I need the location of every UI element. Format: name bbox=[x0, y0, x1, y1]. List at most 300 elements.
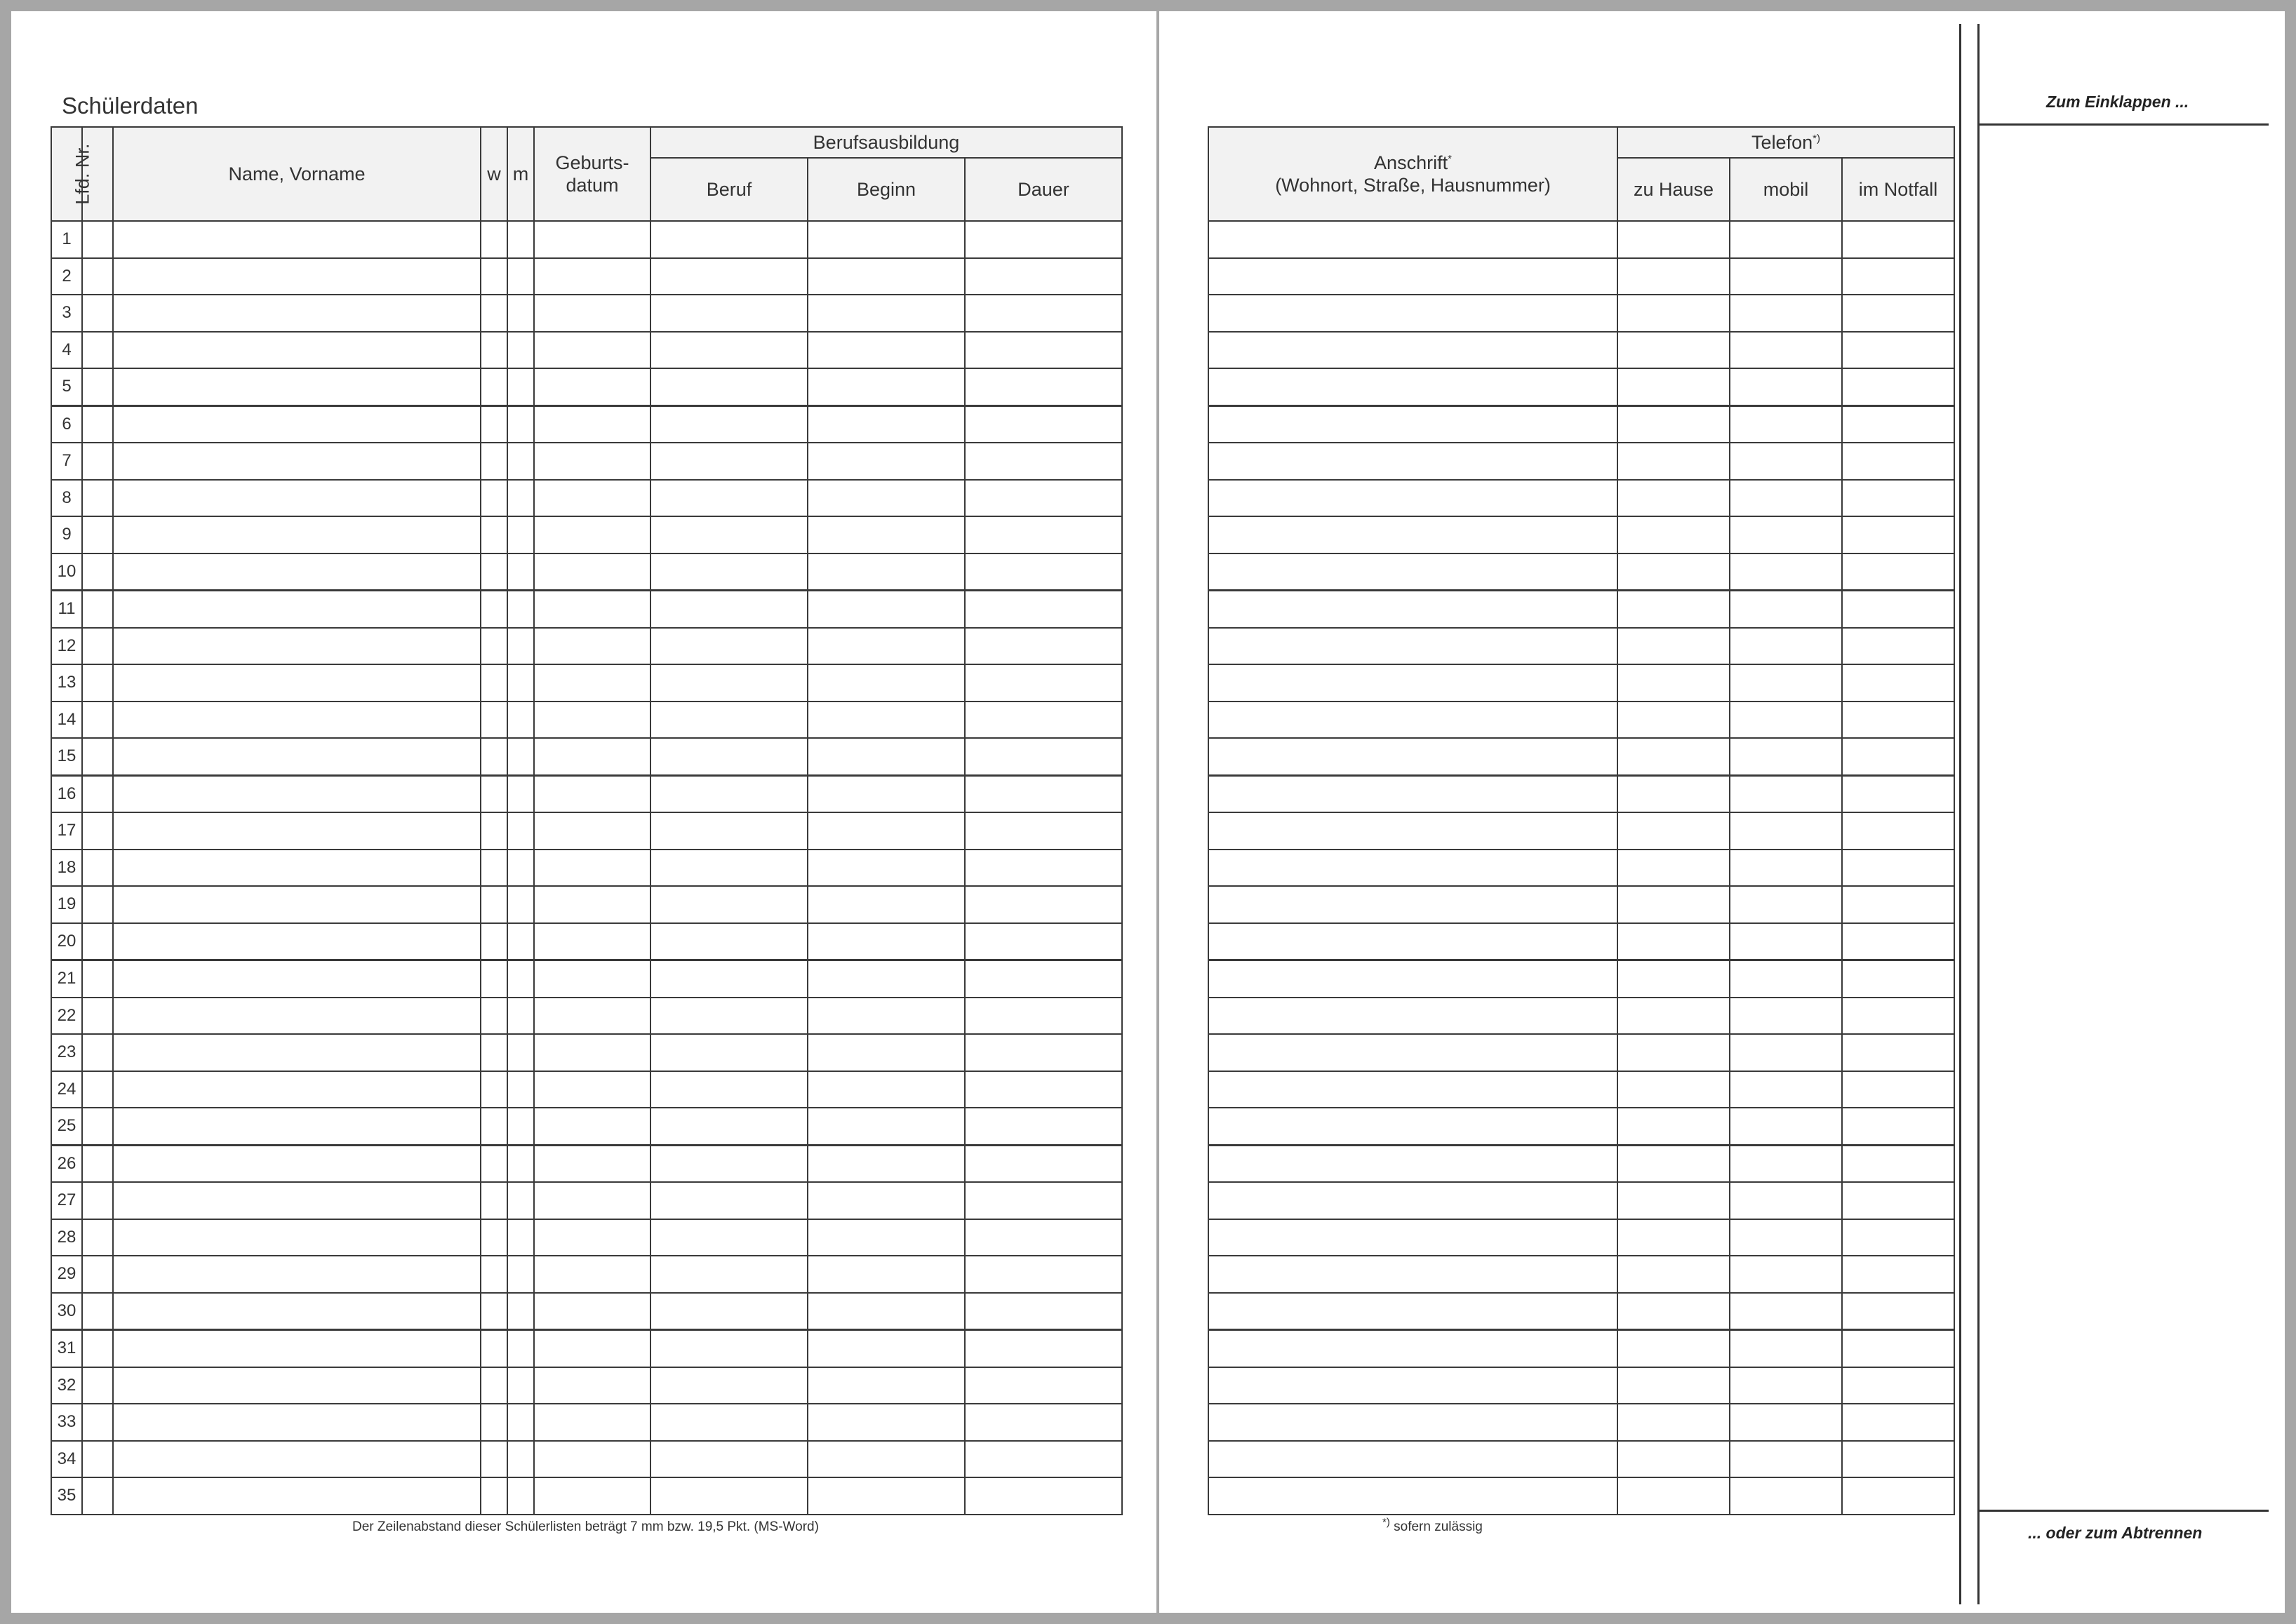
entry-cell[interactable] bbox=[113, 516, 481, 553]
entry-cell[interactable] bbox=[1730, 221, 1842, 258]
entry-cell[interactable] bbox=[965, 1441, 1122, 1478]
entry-cell[interactable] bbox=[82, 1219, 113, 1256]
entry-cell[interactable] bbox=[808, 443, 965, 480]
entry-cell[interactable] bbox=[507, 664, 534, 702]
entry-cell[interactable] bbox=[113, 443, 481, 480]
entry-cell[interactable] bbox=[82, 702, 113, 739]
entry-cell[interactable] bbox=[1617, 702, 1730, 739]
entry-cell[interactable] bbox=[650, 628, 808, 665]
entry-cell[interactable] bbox=[1842, 591, 1954, 628]
entry-cell[interactable] bbox=[82, 591, 113, 628]
entry-cell[interactable] bbox=[82, 332, 113, 369]
entry-cell[interactable] bbox=[1617, 368, 1730, 405]
entry-cell[interactable] bbox=[1842, 775, 1954, 812]
entry-cell[interactable] bbox=[965, 1034, 1122, 1071]
entry-cell[interactable] bbox=[507, 1034, 534, 1071]
entry-cell[interactable] bbox=[808, 368, 965, 405]
entry-cell[interactable] bbox=[965, 332, 1122, 369]
entry-cell[interactable] bbox=[534, 1477, 650, 1515]
entry-cell[interactable] bbox=[481, 516, 507, 553]
entry-cell[interactable] bbox=[808, 702, 965, 739]
entry-cell[interactable] bbox=[808, 1071, 965, 1108]
entry-cell[interactable] bbox=[481, 1182, 507, 1219]
entry-cell[interactable] bbox=[808, 1108, 965, 1145]
entry-cell[interactable] bbox=[1842, 998, 1954, 1035]
entry-cell[interactable] bbox=[113, 1219, 481, 1256]
entry-cell[interactable] bbox=[481, 553, 507, 591]
entry-cell[interactable] bbox=[1730, 405, 1842, 443]
entry-cell[interactable] bbox=[113, 664, 481, 702]
entry-cell[interactable] bbox=[481, 1034, 507, 1071]
entry-cell[interactable] bbox=[1842, 1108, 1954, 1145]
entry-cell[interactable] bbox=[534, 775, 650, 812]
entry-cell[interactable] bbox=[534, 702, 650, 739]
entry-cell[interactable] bbox=[1617, 1477, 1730, 1515]
entry-cell[interactable] bbox=[1842, 850, 1954, 887]
entry-cell[interactable] bbox=[1842, 960, 1954, 998]
entry-cell[interactable] bbox=[1208, 405, 1617, 443]
entry-cell[interactable] bbox=[808, 923, 965, 960]
entry-cell[interactable] bbox=[534, 1293, 650, 1330]
entry-cell[interactable] bbox=[534, 221, 650, 258]
entry-cell[interactable] bbox=[507, 628, 534, 665]
entry-cell[interactable] bbox=[1842, 1219, 1954, 1256]
entry-cell[interactable] bbox=[650, 480, 808, 517]
entry-cell[interactable] bbox=[113, 1367, 481, 1404]
entry-cell[interactable] bbox=[1842, 1256, 1954, 1293]
entry-cell[interactable] bbox=[113, 332, 481, 369]
entry-cell[interactable] bbox=[1208, 1330, 1617, 1367]
entry-cell[interactable] bbox=[507, 1108, 534, 1145]
entry-cell[interactable] bbox=[650, 221, 808, 258]
entry-cell[interactable] bbox=[534, 443, 650, 480]
entry-cell[interactable] bbox=[965, 1145, 1122, 1182]
entry-cell[interactable] bbox=[507, 591, 534, 628]
entry-cell[interactable] bbox=[113, 812, 481, 850]
entry-cell[interactable] bbox=[965, 960, 1122, 998]
entry-cell[interactable] bbox=[481, 1071, 507, 1108]
entry-cell[interactable] bbox=[650, 258, 808, 295]
entry-cell[interactable] bbox=[1730, 368, 1842, 405]
entry-cell[interactable] bbox=[1842, 702, 1954, 739]
entry-cell[interactable] bbox=[650, 443, 808, 480]
entry-cell[interactable] bbox=[534, 886, 650, 923]
entry-cell[interactable] bbox=[507, 1293, 534, 1330]
entry-cell[interactable] bbox=[1617, 998, 1730, 1035]
entry-cell[interactable] bbox=[1842, 812, 1954, 850]
entry-cell[interactable] bbox=[1842, 553, 1954, 591]
entry-cell[interactable] bbox=[1617, 812, 1730, 850]
entry-cell[interactable] bbox=[507, 1330, 534, 1367]
entry-cell[interactable] bbox=[507, 1441, 534, 1478]
entry-cell[interactable] bbox=[113, 258, 481, 295]
entry-cell[interactable] bbox=[113, 1071, 481, 1108]
entry-cell[interactable] bbox=[1842, 1404, 1954, 1441]
entry-cell[interactable] bbox=[1208, 368, 1617, 405]
entry-cell[interactable] bbox=[1617, 295, 1730, 332]
entry-cell[interactable] bbox=[1842, 405, 1954, 443]
entry-cell[interactable] bbox=[808, 1219, 965, 1256]
entry-cell[interactable] bbox=[82, 812, 113, 850]
entry-cell[interactable] bbox=[965, 886, 1122, 923]
entry-cell[interactable] bbox=[1208, 664, 1617, 702]
entry-cell[interactable] bbox=[481, 221, 507, 258]
entry-cell[interactable] bbox=[650, 405, 808, 443]
entry-cell[interactable] bbox=[1208, 553, 1617, 591]
entry-cell[interactable] bbox=[481, 1145, 507, 1182]
entry-cell[interactable] bbox=[1730, 738, 1842, 775]
entry-cell[interactable] bbox=[1617, 258, 1730, 295]
entry-cell[interactable] bbox=[534, 405, 650, 443]
entry-cell[interactable] bbox=[1617, 221, 1730, 258]
entry-cell[interactable] bbox=[650, 332, 808, 369]
entry-cell[interactable] bbox=[507, 886, 534, 923]
entry-cell[interactable] bbox=[82, 1477, 113, 1515]
entry-cell[interactable] bbox=[1842, 923, 1954, 960]
entry-cell[interactable] bbox=[481, 1330, 507, 1367]
entry-cell[interactable] bbox=[1730, 1367, 1842, 1404]
entry-cell[interactable] bbox=[1208, 591, 1617, 628]
entry-cell[interactable] bbox=[1730, 923, 1842, 960]
entry-cell[interactable] bbox=[82, 664, 113, 702]
entry-cell[interactable] bbox=[82, 516, 113, 553]
entry-cell[interactable] bbox=[534, 923, 650, 960]
entry-cell[interactable] bbox=[1842, 1330, 1954, 1367]
entry-cell[interactable] bbox=[113, 553, 481, 591]
entry-cell[interactable] bbox=[1730, 775, 1842, 812]
entry-cell[interactable] bbox=[965, 221, 1122, 258]
entry-cell[interactable] bbox=[1730, 702, 1842, 739]
entry-cell[interactable] bbox=[1617, 664, 1730, 702]
entry-cell[interactable] bbox=[650, 1219, 808, 1256]
entry-cell[interactable] bbox=[113, 221, 481, 258]
entry-cell[interactable] bbox=[1842, 886, 1954, 923]
entry-cell[interactable] bbox=[113, 923, 481, 960]
entry-cell[interactable] bbox=[481, 591, 507, 628]
entry-cell[interactable] bbox=[481, 1108, 507, 1145]
entry-cell[interactable] bbox=[1842, 1441, 1954, 1478]
entry-cell[interactable] bbox=[1208, 332, 1617, 369]
entry-cell[interactable] bbox=[113, 1441, 481, 1478]
entry-cell[interactable] bbox=[507, 960, 534, 998]
entry-cell[interactable] bbox=[481, 1367, 507, 1404]
entry-cell[interactable] bbox=[507, 1256, 534, 1293]
entry-cell[interactable] bbox=[1842, 1071, 1954, 1108]
entry-cell[interactable] bbox=[82, 1330, 113, 1367]
entry-cell[interactable] bbox=[1208, 1108, 1617, 1145]
entry-cell[interactable] bbox=[808, 1256, 965, 1293]
entry-cell[interactable] bbox=[113, 480, 481, 517]
entry-cell[interactable] bbox=[1617, 1293, 1730, 1330]
entry-cell[interactable] bbox=[808, 812, 965, 850]
entry-cell[interactable] bbox=[1730, 1071, 1842, 1108]
entry-cell[interactable] bbox=[507, 998, 534, 1035]
entry-cell[interactable] bbox=[1208, 1071, 1617, 1108]
entry-cell[interactable] bbox=[534, 1256, 650, 1293]
entry-cell[interactable] bbox=[808, 332, 965, 369]
entry-cell[interactable] bbox=[965, 1108, 1122, 1145]
entry-cell[interactable] bbox=[808, 553, 965, 591]
entry-cell[interactable] bbox=[113, 738, 481, 775]
entry-cell[interactable] bbox=[1730, 443, 1842, 480]
entry-cell[interactable] bbox=[534, 1071, 650, 1108]
entry-cell[interactable] bbox=[1730, 553, 1842, 591]
entry-cell[interactable] bbox=[1208, 850, 1617, 887]
entry-cell[interactable] bbox=[1730, 1182, 1842, 1219]
entry-cell[interactable] bbox=[113, 405, 481, 443]
entry-cell[interactable] bbox=[481, 998, 507, 1035]
entry-cell[interactable] bbox=[82, 295, 113, 332]
entry-cell[interactable] bbox=[1208, 738, 1617, 775]
entry-cell[interactable] bbox=[1730, 850, 1842, 887]
entry-cell[interactable] bbox=[808, 1441, 965, 1478]
entry-cell[interactable] bbox=[481, 1441, 507, 1478]
entry-cell[interactable] bbox=[82, 960, 113, 998]
entry-cell[interactable] bbox=[113, 886, 481, 923]
entry-cell[interactable] bbox=[1730, 664, 1842, 702]
entry-cell[interactable] bbox=[1842, 1034, 1954, 1071]
entry-cell[interactable] bbox=[650, 1293, 808, 1330]
entry-cell[interactable] bbox=[965, 998, 1122, 1035]
entry-cell[interactable] bbox=[808, 258, 965, 295]
entry-cell[interactable] bbox=[1730, 1145, 1842, 1182]
entry-cell[interactable] bbox=[650, 1367, 808, 1404]
entry-cell[interactable] bbox=[650, 775, 808, 812]
entry-cell[interactable] bbox=[650, 1441, 808, 1478]
entry-cell[interactable] bbox=[965, 1404, 1122, 1441]
entry-cell[interactable] bbox=[1730, 516, 1842, 553]
entry-cell[interactable] bbox=[1208, 775, 1617, 812]
entry-cell[interactable] bbox=[507, 1477, 534, 1515]
entry-cell[interactable] bbox=[1208, 702, 1617, 739]
entry-cell[interactable] bbox=[965, 1367, 1122, 1404]
entry-cell[interactable] bbox=[965, 1071, 1122, 1108]
entry-cell[interactable] bbox=[650, 1477, 808, 1515]
entry-cell[interactable] bbox=[481, 1404, 507, 1441]
entry-cell[interactable] bbox=[534, 1145, 650, 1182]
entry-cell[interactable] bbox=[1730, 1441, 1842, 1478]
entry-cell[interactable] bbox=[507, 1404, 534, 1441]
entry-cell[interactable] bbox=[507, 553, 534, 591]
entry-cell[interactable] bbox=[507, 480, 534, 517]
entry-cell[interactable] bbox=[1208, 812, 1617, 850]
entry-cell[interactable] bbox=[965, 480, 1122, 517]
entry-cell[interactable] bbox=[534, 738, 650, 775]
entry-cell[interactable] bbox=[808, 480, 965, 517]
entry-cell[interactable] bbox=[534, 1330, 650, 1367]
entry-cell[interactable] bbox=[82, 1071, 113, 1108]
entry-cell[interactable] bbox=[1730, 1330, 1842, 1367]
entry-cell[interactable] bbox=[481, 295, 507, 332]
entry-cell[interactable] bbox=[481, 923, 507, 960]
entry-cell[interactable] bbox=[1617, 405, 1730, 443]
entry-cell[interactable] bbox=[82, 1256, 113, 1293]
entry-cell[interactable] bbox=[1842, 443, 1954, 480]
entry-cell[interactable] bbox=[1730, 258, 1842, 295]
entry-cell[interactable] bbox=[1842, 258, 1954, 295]
entry-cell[interactable] bbox=[1842, 332, 1954, 369]
entry-cell[interactable] bbox=[481, 886, 507, 923]
entry-cell[interactable] bbox=[1842, 1293, 1954, 1330]
entry-cell[interactable] bbox=[534, 1034, 650, 1071]
entry-cell[interactable] bbox=[650, 702, 808, 739]
entry-cell[interactable] bbox=[965, 775, 1122, 812]
entry-cell[interactable] bbox=[1842, 368, 1954, 405]
entry-cell[interactable] bbox=[113, 628, 481, 665]
entry-cell[interactable] bbox=[1617, 960, 1730, 998]
entry-cell[interactable] bbox=[1208, 1034, 1617, 1071]
entry-cell[interactable] bbox=[82, 1367, 113, 1404]
entry-cell[interactable] bbox=[82, 1145, 113, 1182]
entry-cell[interactable] bbox=[965, 368, 1122, 405]
entry-cell[interactable] bbox=[481, 1219, 507, 1256]
entry-cell[interactable] bbox=[1208, 923, 1617, 960]
entry-cell[interactable] bbox=[1208, 1477, 1617, 1515]
entry-cell[interactable] bbox=[1208, 1219, 1617, 1256]
entry-cell[interactable] bbox=[507, 443, 534, 480]
entry-cell[interactable] bbox=[534, 1404, 650, 1441]
entry-cell[interactable] bbox=[507, 516, 534, 553]
entry-cell[interactable] bbox=[1208, 1145, 1617, 1182]
entry-cell[interactable] bbox=[1208, 628, 1617, 665]
entry-cell[interactable] bbox=[507, 1219, 534, 1256]
entry-cell[interactable] bbox=[1730, 886, 1842, 923]
entry-cell[interactable] bbox=[650, 1034, 808, 1071]
entry-cell[interactable] bbox=[113, 591, 481, 628]
entry-cell[interactable] bbox=[481, 443, 507, 480]
entry-cell[interactable] bbox=[650, 553, 808, 591]
entry-cell[interactable] bbox=[808, 1367, 965, 1404]
entry-cell[interactable] bbox=[1730, 1256, 1842, 1293]
entry-cell[interactable] bbox=[1617, 1367, 1730, 1404]
entry-cell[interactable] bbox=[808, 998, 965, 1035]
entry-cell[interactable] bbox=[82, 368, 113, 405]
entry-cell[interactable] bbox=[82, 1034, 113, 1071]
entry-cell[interactable] bbox=[481, 1477, 507, 1515]
entry-cell[interactable] bbox=[965, 591, 1122, 628]
entry-cell[interactable] bbox=[113, 850, 481, 887]
entry-cell[interactable] bbox=[650, 1256, 808, 1293]
entry-cell[interactable] bbox=[1842, 1477, 1954, 1515]
entry-cell[interactable] bbox=[481, 258, 507, 295]
entry-cell[interactable] bbox=[1617, 923, 1730, 960]
entry-cell[interactable] bbox=[1730, 1219, 1842, 1256]
entry-cell[interactable] bbox=[965, 738, 1122, 775]
entry-cell[interactable] bbox=[808, 738, 965, 775]
entry-cell[interactable] bbox=[113, 1330, 481, 1367]
entry-cell[interactable] bbox=[534, 258, 650, 295]
entry-cell[interactable] bbox=[1730, 295, 1842, 332]
entry-cell[interactable] bbox=[965, 923, 1122, 960]
entry-cell[interactable] bbox=[808, 295, 965, 332]
entry-cell[interactable] bbox=[481, 405, 507, 443]
entry-cell[interactable] bbox=[481, 1293, 507, 1330]
entry-cell[interactable] bbox=[965, 405, 1122, 443]
entry-cell[interactable] bbox=[965, 1477, 1122, 1515]
entry-cell[interactable] bbox=[113, 998, 481, 1035]
entry-cell[interactable] bbox=[965, 1293, 1122, 1330]
entry-cell[interactable] bbox=[1842, 738, 1954, 775]
entry-cell[interactable] bbox=[1208, 1441, 1617, 1478]
entry-cell[interactable] bbox=[1208, 1256, 1617, 1293]
entry-cell[interactable] bbox=[1617, 738, 1730, 775]
entry-cell[interactable] bbox=[808, 886, 965, 923]
entry-cell[interactable] bbox=[113, 960, 481, 998]
entry-cell[interactable] bbox=[534, 998, 650, 1035]
entry-cell[interactable] bbox=[965, 628, 1122, 665]
entry-cell[interactable] bbox=[481, 775, 507, 812]
entry-cell[interactable] bbox=[1617, 480, 1730, 517]
entry-cell[interactable] bbox=[1730, 1404, 1842, 1441]
entry-cell[interactable] bbox=[82, 1182, 113, 1219]
entry-cell[interactable] bbox=[1617, 1441, 1730, 1478]
entry-cell[interactable] bbox=[113, 775, 481, 812]
entry-cell[interactable] bbox=[113, 1145, 481, 1182]
entry-cell[interactable] bbox=[1842, 1145, 1954, 1182]
entry-cell[interactable] bbox=[965, 702, 1122, 739]
entry-cell[interactable] bbox=[1208, 1293, 1617, 1330]
entry-cell[interactable] bbox=[1617, 332, 1730, 369]
entry-cell[interactable] bbox=[507, 1182, 534, 1219]
entry-cell[interactable] bbox=[808, 1404, 965, 1441]
entry-cell[interactable] bbox=[1842, 664, 1954, 702]
entry-cell[interactable] bbox=[507, 923, 534, 960]
entry-cell[interactable] bbox=[481, 850, 507, 887]
entry-cell[interactable] bbox=[965, 295, 1122, 332]
entry-cell[interactable] bbox=[534, 1182, 650, 1219]
entry-cell[interactable] bbox=[808, 1330, 965, 1367]
entry-cell[interactable] bbox=[650, 850, 808, 887]
entry-cell[interactable] bbox=[1617, 886, 1730, 923]
entry-cell[interactable] bbox=[808, 850, 965, 887]
entry-cell[interactable] bbox=[1730, 998, 1842, 1035]
entry-cell[interactable] bbox=[965, 1182, 1122, 1219]
entry-cell[interactable] bbox=[1617, 553, 1730, 591]
entry-cell[interactable] bbox=[1208, 258, 1617, 295]
entry-cell[interactable] bbox=[1208, 516, 1617, 553]
entry-cell[interactable] bbox=[82, 850, 113, 887]
entry-cell[interactable] bbox=[534, 960, 650, 998]
entry-cell[interactable] bbox=[1208, 480, 1617, 517]
entry-cell[interactable] bbox=[1730, 960, 1842, 998]
entry-cell[interactable] bbox=[82, 1441, 113, 1478]
entry-cell[interactable] bbox=[113, 1293, 481, 1330]
entry-cell[interactable] bbox=[808, 1034, 965, 1071]
entry-cell[interactable] bbox=[1842, 628, 1954, 665]
entry-cell[interactable] bbox=[1730, 332, 1842, 369]
entry-cell[interactable] bbox=[481, 664, 507, 702]
entry-cell[interactable] bbox=[534, 332, 650, 369]
entry-cell[interactable] bbox=[534, 295, 650, 332]
entry-cell[interactable] bbox=[650, 1108, 808, 1145]
entry-cell[interactable] bbox=[1208, 1367, 1617, 1404]
entry-cell[interactable] bbox=[481, 738, 507, 775]
entry-cell[interactable] bbox=[481, 368, 507, 405]
entry-cell[interactable] bbox=[1617, 443, 1730, 480]
entry-cell[interactable] bbox=[965, 812, 1122, 850]
entry-cell[interactable] bbox=[507, 405, 534, 443]
entry-cell[interactable] bbox=[650, 1145, 808, 1182]
entry-cell[interactable] bbox=[534, 1108, 650, 1145]
entry-cell[interactable] bbox=[1730, 812, 1842, 850]
entry-cell[interactable] bbox=[1617, 628, 1730, 665]
entry-cell[interactable] bbox=[1617, 1145, 1730, 1182]
entry-cell[interactable] bbox=[1208, 443, 1617, 480]
entry-cell[interactable] bbox=[1730, 480, 1842, 517]
entry-cell[interactable] bbox=[534, 591, 650, 628]
entry-cell[interactable] bbox=[1617, 1404, 1730, 1441]
entry-cell[interactable] bbox=[1617, 516, 1730, 553]
